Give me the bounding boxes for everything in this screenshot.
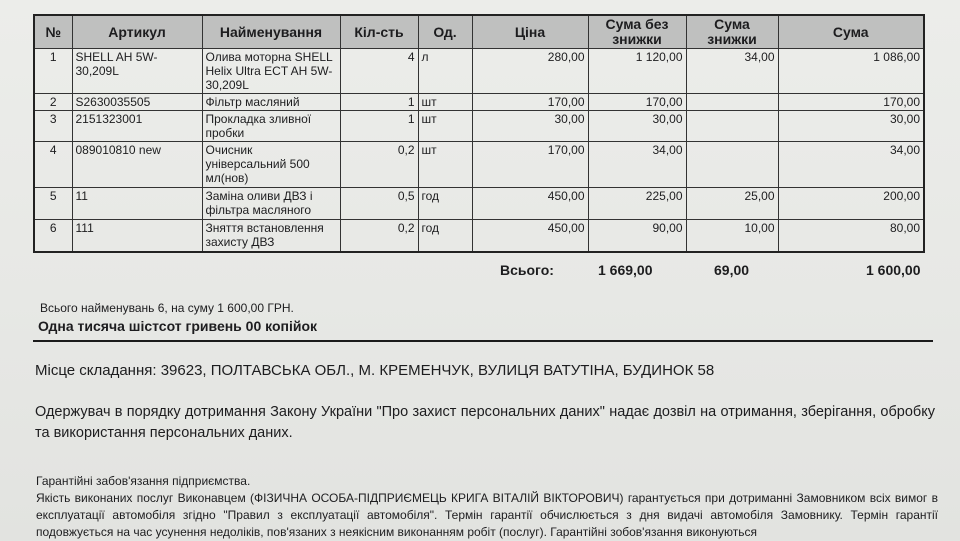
header-sum: Сума: [778, 15, 924, 49]
invoice-table: [33, 14, 925, 253]
cell-price: 170,00: [472, 94, 588, 111]
table-row: [34, 142, 924, 188]
header-unit: Од.: [418, 15, 472, 49]
header-price: Ціна: [472, 15, 588, 49]
cell-sum-no-discount: 90,00: [588, 220, 686, 252]
cell-name: Очисник універсальний 500 мл(нов): [202, 142, 340, 188]
cell-name: Прокладка зливної пробки: [202, 111, 340, 142]
cell-sum: 80,00: [778, 220, 924, 252]
table-row: [34, 94, 924, 111]
cell-num: 6: [34, 220, 72, 252]
cell-price: 30,00: [472, 111, 588, 142]
table-row: [34, 188, 924, 220]
cell-sum: 1 086,00: [778, 49, 924, 94]
guarantee-title: Гарантійні забов'язання підприємства.: [36, 474, 251, 488]
cell-qty: 0,2: [340, 220, 418, 252]
items-count-line: Всього найменувань 6, на суму 1 600,00 ГРН.: [40, 301, 294, 315]
cell-price: 280,00: [472, 49, 588, 94]
totals-sum: 1 600,00: [866, 262, 921, 278]
table-row: [34, 111, 924, 142]
cell-sum-no-discount: 225,00: [588, 188, 686, 220]
cell-sum: 30,00: [778, 111, 924, 142]
cell-price: 170,00: [472, 142, 588, 188]
header-num: №: [34, 15, 72, 49]
cell-discount: 10,00: [686, 220, 778, 252]
cell-price: 450,00: [472, 188, 588, 220]
cell-qty: 0,2: [340, 142, 418, 188]
cell-name: Зняття встановлення захисту ДВЗ: [202, 220, 340, 252]
table-row: [34, 220, 924, 252]
cell-name: Олива моторна SHELL Helix Ultra ECT AH 5W-30,209L: [202, 49, 340, 94]
cell-sum: 34,00: [778, 142, 924, 188]
cell-article: 2151323001: [72, 111, 202, 142]
cell-article: 089010810 new: [72, 142, 202, 188]
cell-unit: шт: [418, 111, 472, 142]
cell-sum-no-discount: 1 120,00: [588, 49, 686, 94]
cell-article: SHELL AH 5W-30,209L: [72, 49, 202, 94]
cell-article: 11: [72, 188, 202, 220]
cell-name: Заміна оливи ДВЗ і фільтра масляного: [202, 188, 340, 220]
cell-discount: [686, 142, 778, 188]
totals-row: [0, 262, 960, 282]
cell-article: 111: [72, 220, 202, 252]
cell-name: Фільтр масляний: [202, 94, 340, 111]
cell-discount: [686, 111, 778, 142]
guarantee-text: Якість виконаних послуг Виконавцем (ФІЗИЧНА ОСОБА-ПІДПРИЄМЕЦЬ КРИГА ВІТАЛІЙ ВІКТОРОВИЧ) гарантується при дотриманні Замовником всіх вимог в експлуатації автомобіля згідно "Правил з експлуатації автомобіля". Термін гарантії обчислюється з дня видачі автомобіля Замовнику. Термін гарантії подовжується на час усунення недоліків, пов'язаних з неякісним виконанням робіт (послуг). Гарантійні зобов'язання виконуються: [36, 491, 938, 539]
header-article: Артикул: [72, 15, 202, 49]
cell-discount: [686, 94, 778, 111]
totals-sum-no-discount: 1 669,00: [598, 262, 653, 278]
header-name: Найменування: [202, 15, 340, 49]
cell-unit: шт: [418, 142, 472, 188]
cell-sum: 200,00: [778, 188, 924, 220]
cell-sum-no-discount: 30,00: [588, 111, 686, 142]
cell-sum-no-discount: 170,00: [588, 94, 686, 111]
cell-price: 450,00: [472, 220, 588, 252]
cell-unit: л: [418, 49, 472, 94]
cell-num: 1: [34, 49, 72, 94]
cell-qty: 1: [340, 111, 418, 142]
amount-in-words: Одна тисяча шістсот гривень 00 копійок: [38, 318, 318, 334]
cell-num: 2: [34, 94, 72, 111]
cell-sum: 170,00: [778, 94, 924, 111]
header-discount: Сума знижки: [686, 15, 778, 49]
header-sum-no-discount: Сума без знижки: [588, 15, 686, 49]
cell-unit: год: [418, 188, 472, 220]
cell-unit: шт: [418, 94, 472, 111]
cell-sum-no-discount: 34,00: [588, 142, 686, 188]
cell-article: S2630035505: [72, 94, 202, 111]
table-row: [34, 49, 924, 94]
section-divider: [33, 340, 933, 342]
cell-num: 4: [34, 142, 72, 188]
cell-num: 3: [34, 111, 72, 142]
totals-discount: 69,00: [714, 262, 750, 278]
table-header-row: [34, 15, 924, 49]
data-consent-text: Одержувач в порядку дотримання Закону України "Про захист персональних даних" надає дозвіл на отримання, зберігання, обробку та використання персональних даних.: [35, 404, 935, 441]
cell-discount: 34,00: [686, 49, 778, 94]
cell-discount: 25,00: [686, 188, 778, 220]
header-qty: Кіл-сть: [340, 15, 418, 49]
place-of-issue: Місце складання: 39623, ПОЛТАВСЬКА ОБЛ., М. КРЕМЕНЧУК, ВУЛИЦЯ ВАТУТІНА, БУДИНОК 58: [35, 362, 715, 379]
totals-label: Всього:: [500, 262, 554, 278]
cell-num: 5: [34, 188, 72, 220]
cell-qty: 0,5: [340, 188, 418, 220]
cell-qty: 4: [340, 49, 418, 94]
cell-qty: 1: [340, 94, 418, 111]
cell-unit: год: [418, 220, 472, 252]
